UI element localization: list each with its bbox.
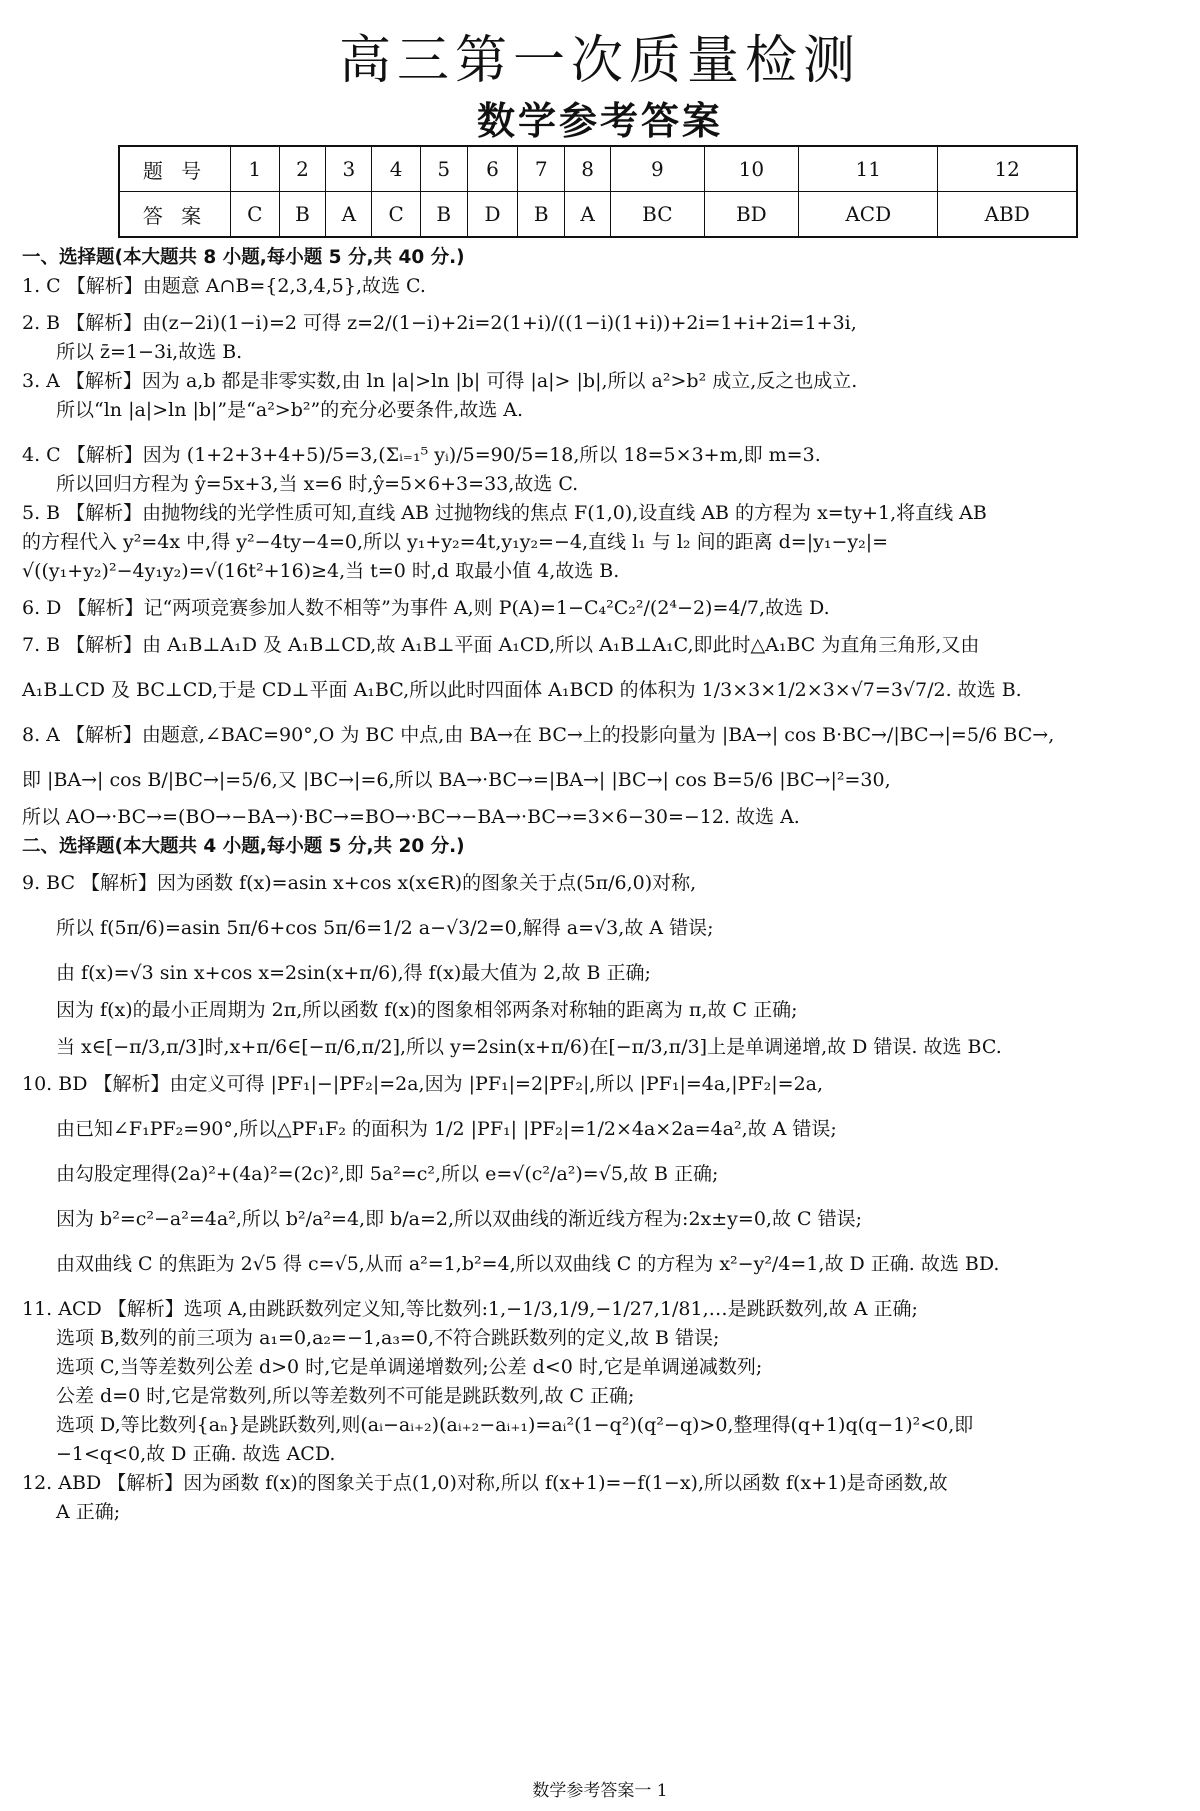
solution-line: 10. BD 【解析】由定义可得 |PF₁|−|PF₂|=2a,因为 |PF₁|=2|PF₂|,所以 |PF₁|=4a,|PF₂|=2a,: [22, 1073, 824, 1095]
table-cell: 7: [518, 146, 565, 192]
answer-table-answers-row: [119, 192, 1077, 238]
solution-line: 2. B 【解析】由(z−2i)(1−i)=2 可得 z=2/(1−i)+2i=2(1+i)/((1−i)(1+i))+2i=1+i+2i=1+3i,: [22, 312, 857, 334]
table-cell: 4: [372, 146, 421, 192]
solution-line: 8. A 【解析】由题意,∠BAC=90°,O 为 BC 中点,由 BA→在 BC→上的投影向量为 |BA→| cos B·BC→/|BC→|=5/6 BC→,: [22, 724, 1055, 746]
solution-line: 选项 C,当等差数列公差 d>0 时,它是单调递增数列;公差 d<0 时,它是单调递减数列;: [56, 1356, 763, 1378]
solution-line: 4. C 【解析】因为 (1+2+3+4+5)/5=3,(Σᵢ₌₁⁵ yᵢ)/5=90/5=18,所以 18=5×3+m,即 m=3.: [22, 444, 821, 466]
solution-line: 11. ACD 【解析】选项 A,由跳跃数列定义知,等比数列:1,−1/3,1/9,−1/27,1/81,…是跳跃数列,故 A 正确;: [22, 1298, 918, 1320]
table-cell: ABD: [938, 192, 1077, 238]
table-cell: B: [420, 192, 467, 238]
answer-table-numbers-row: [119, 146, 1077, 192]
solution-line: −1<q<0,故 D 正确. 故选 ACD.: [56, 1443, 336, 1465]
solution-line: 由 f(x)=√3 sin x+cos x=2sin(x+π/6),得 f(x)最大值为 2,故 B 正确;: [56, 962, 651, 984]
solution-line: A 正确;: [56, 1501, 121, 1523]
table-cell: 3: [326, 146, 372, 192]
page-subtitle: 数学参考答案: [476, 99, 723, 143]
solution-line: 所以 z̄=1−3i,故选 B.: [56, 341, 243, 363]
table-cell: 5: [420, 146, 467, 192]
solution-line: 由已知∠F₁PF₂=90°,所以△PF₁F₂ 的面积为 1/2 |PF₁| |PF₂|=1/2×4a×2a=4a²,故 A 错误;: [56, 1118, 837, 1140]
table-cell: ACD: [799, 192, 938, 238]
table-cell: 9: [611, 146, 704, 192]
table-cell: C: [372, 192, 421, 238]
table-cell: BD: [704, 192, 799, 238]
row-label-number: 题 号: [119, 146, 231, 192]
solution-line: 的方程代入 y²=4x 中,得 y²−4ty−4=0,所以 y₁+y₂=4t,y₁y₂=−4,直线 l₁ 与 l₂ 间的距离 d=|y₁−y₂|=: [22, 531, 889, 553]
solution-line: 即 |BA→| cos B/|BC→|=5/6,又 |BC→|=6,所以 BA→·BC→=|BA→| |BC→| cos B=5/6 |BC→|²=30,: [22, 769, 891, 791]
answer-table: [118, 145, 1078, 238]
section-heading-2: 二、选择题(本大题共 4 小题,每小题 5 分,共 20 分.): [22, 836, 465, 857]
table-cell: A: [565, 192, 611, 238]
solution-line: 由双曲线 C 的焦距为 2√5 得 c=√5,从而 a²=1,b²=4,所以双曲线 C 的方程为 x²−y²/4=1,故 D 正确. 故选 BD.: [56, 1253, 1000, 1275]
table-cell: B: [518, 192, 565, 238]
table-cell: 6: [467, 146, 518, 192]
solution-line: 选项 D,等比数列{aₙ}是跳跃数列,则(aᵢ−aᵢ₊₂)(aᵢ₊₂−aᵢ₊₁)=aᵢ²(1−q²)(q²−q)>0,整理得(q+1)q(q−1)²<0,即: [56, 1414, 974, 1436]
table-cell: 10: [704, 146, 799, 192]
solution-line: √((y₁+y₂)²−4y₁y₂)=√(16t²+16)≥4,当 t=0 时,d 取最小值 4,故选 B.: [22, 560, 620, 582]
table-cell: B: [279, 192, 326, 238]
solution-line: 选项 B,数列的前三项为 a₁=0,a₂=−1,a₃=0,不符合跳跃数列的定义,故 B 错误;: [56, 1327, 720, 1349]
page-footer: 数学参考答案一 1: [532, 1781, 668, 1801]
solution-line: 6. D 【解析】记“两项竞赛参加人数不相等”为事件 A,则 P(A)=1−C₄²C₂²/(2⁴−2)=4/7,故选 D.: [22, 597, 830, 619]
solution-line: 所以 f(5π/6)=asin 5π/6+cos 5π/6=1/2 a−√3/2=0,解得 a=√3,故 A 错误;: [56, 917, 714, 939]
solution-line: 所以 AO→·BC→=(BO→−BA→)·BC→=BO→·BC→−BA→·BC→=3×6−30=−12. 故选 A.: [22, 806, 800, 828]
solution-line: 当 x∈[−π/3,π/3]时,x+π/6∈[−π/6,π/2],所以 y=2sin(x+π/6)在[−π/3,π/3]上是单调递增,故 D 错误. 故选 BC.: [56, 1036, 1002, 1058]
table-cell: 12: [938, 146, 1077, 192]
table-cell: 1: [231, 146, 280, 192]
solution-line: 所以“ln |a|>ln |b|”是“a²>b²”的充分必要条件,故选 A.: [56, 399, 524, 421]
solution-line: 因为 b²=c²−a²=4a²,所以 b²/a²=4,即 b/a=2,所以双曲线的渐近线方程为:2x±y=0,故 C 错误;: [56, 1208, 862, 1230]
table-cell: 2: [279, 146, 326, 192]
table-cell: 8: [565, 146, 611, 192]
table-cell: D: [467, 192, 518, 238]
solution-line: A₁B⊥CD 及 BC⊥CD,于是 CD⊥平面 A₁BC,所以此时四面体 A₁BCD 的体积为 1/3×3×1/2×3×√7=3√7/2. 故选 B.: [22, 679, 1022, 701]
solution-line: 由勾股定理得(2a)²+(4a)²=(2c)²,即 5a²=c²,所以 e=√(c²/a²)=√5,故 B 正确;: [56, 1163, 719, 1185]
solution-line: 公差 d=0 时,它是常数列,所以等差数列不可能是跳跃数列,故 C 正确;: [56, 1385, 635, 1407]
solution-line: 5. B 【解析】由抛物线的光学性质可知,直线 AB 过抛物线的焦点 F(1,0),设直线 AB 的方程为 x=ty+1,将直线 AB: [22, 502, 987, 524]
solution-line: 所以回归方程为 ŷ=5x+3,当 x=6 时,ŷ=5×6+3=33,故选 C.: [56, 473, 579, 495]
solution-line: 因为 f(x)的最小正周期为 2π,所以函数 f(x)的图象相邻两条对称轴的距离为 π,故 C 正确;: [56, 999, 798, 1021]
row-label-answer: 答 案: [119, 192, 231, 238]
solution-line: 1. C 【解析】由题意 A∩B={2,3,4,5},故选 C.: [22, 275, 426, 297]
table-cell: 11: [799, 146, 938, 192]
solution-line: 12. ABD 【解析】因为函数 f(x)的图象关于点(1,0)对称,所以 f(x+1)=−f(1−x),所以函数 f(x+1)是奇函数,故: [22, 1472, 948, 1494]
table-cell: A: [326, 192, 372, 238]
table-cell: C: [231, 192, 280, 238]
solution-line: 3. A 【解析】因为 a,b 都是非零实数,由 ln |a|>ln |b| 可得 |a|> |b|,所以 a²>b² 成立,反之也成立.: [22, 370, 858, 392]
table-cell: BC: [611, 192, 704, 238]
section-heading-1: 一、选择题(本大题共 8 小题,每小题 5 分,共 40 分.): [22, 247, 465, 268]
solution-line: 7. B 【解析】由 A₁B⊥A₁D 及 A₁B⊥CD,故 A₁B⊥平面 A₁CD,所以 A₁B⊥A₁C,即此时△A₁BC 为直角三角形,又由: [22, 634, 980, 656]
page-title: 高三第一次质量检测: [338, 31, 861, 91]
solution-line: 9. BC 【解析】因为函数 f(x)=asin x+cos x(x∈R)的图象关于点(5π/6,0)对称,: [22, 872, 697, 894]
solutions-body: [22, 243, 1182, 1527]
